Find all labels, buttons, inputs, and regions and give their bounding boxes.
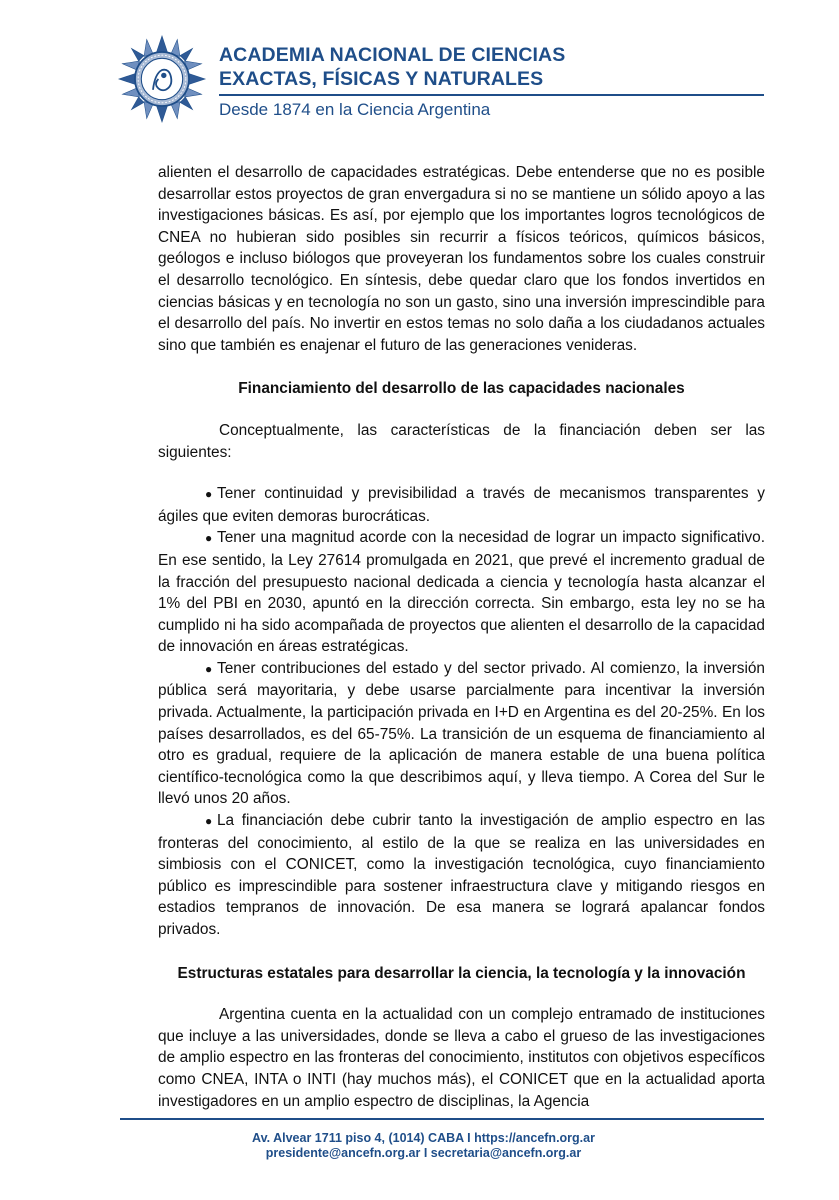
organization-tagline: Desde 1874 en la Ciencia Argentina [219,100,491,119]
academy-seal-icon [117,34,207,124]
bullet-icon: ● [205,531,213,546]
bullet-icon: ● [205,487,213,502]
bullet-icon: ● [205,661,213,676]
bullet-item [158,658,765,810]
paragraph-argentina: Argentina cuenta en la actualidad con un complejo entramado de instituciones que incluye a las universidades, donde se lleva a cabo el grueso de las investigaciones de amplio espectro en las fronteras del conocimiento, institutos con objetivos específicos como CNEA, INTA o INTI (hay muchos más), el CONICET que en la actualidad aporta investigadores en un amplio espectro de disciplinas, la Agencia [158,1006,765,1110]
footer-divider [120,1118,764,1120]
bullet-text: Tener contribuciones del estado y del sector privado. Al comienzo, la inversión pública será mayoritaria, y debe usarse parcialmente para incentivar la inversión privada. Actualmente, la participación privada en I+D en Argentina es del 20-25%. En los países desarrollados, es del 65-75%. La transición de un esquema de financiamiento al otro es gradual, requiere de la aplicación de manera estable de una buena política científico-tecnológica como la que describimos aquí, y lleva tiempo. A Corea del Sur le llevó unos 20 años. [158,659,765,808]
organization-name-line1: ACADEMIA NACIONAL DE CIENCIAS [219,44,566,66]
bullet-item [158,810,765,941]
section-heading-estructuras: Estructuras estatales para desarrollar la ciencia, la tecnología y la innovación [177,964,746,982]
section-heading-financiamiento: Financiamiento del desarrollo de las capacidades nacionales [238,380,685,398]
paragraph-conceptualmente: Conceptualmente, las características de la financiación deben ser las siguientes: [158,421,765,461]
letterhead [0,0,839,140]
footer-emails: presidente@ancefn.org.ar I secretaria@ancefn.org.ar [265,1146,582,1160]
document-body [158,162,765,1112]
bullet-item [158,483,765,527]
bullet-icon: ● [205,814,213,829]
bullet-text: Tener una magnitud acorde con la necesidad de lograr un impacto significativo. En ese sentido, la Ley 27614 promulgada en 2021, que prevé el incremento gradual de la fracción del presupuesto nacional dedicada a ciencia y tecnología hasta alcanzar el 1% del PBI en 2030, apuntó en la dirección correcta. Sin embargo, esta ley no se ha cumplido ni ha sido acompañada de proyectos que alienten el desarrollo de la capacidad de innovación en áreas estratégicas. [158,529,765,656]
bullet-text: Tener continuidad y previsibilidad a través de mecanismos transparentes y ágiles que eviten demoras burocráticas. [158,485,765,525]
bullet-text: La financiación debe cubrir tanto la investigación de amplio espectro en las fronteras del conocimiento, al estilo de la que se realiza en las universidades en simbiosis con el CONICET, como la investigación tecnológica, cuyo financiamiento público es imprescindible para sostener infraestructura clave y mitigando riesgos en estadios tempranos de innovación. De esa manera se logrará apalancar fondos privados. [158,812,765,938]
header-divider [219,94,764,96]
organization-name-line2: EXACTAS, FÍSICAS Y NATURALES [219,68,544,90]
footer-address: Av. Alvear 1711 piso 4, (1014) CABA I https://ancefn.org.ar [252,1131,595,1145]
paragraph-intro: alienten el desarrollo de capacidades estratégicas. Debe entenderse que no es posible desarrollar estos proyectos de gran envergadura si no se mantiene un sólido apoyo a las investigaciones básicas. Es así, por ejemplo que los importantes logros tecnológicos de CNEA no hubieran sido posibles sin recurrir a físicos teóricos, químicos básicos, geólogos e incluso biólogos que proveyeran los fundamentos sobre los cuales construir el desarrollo tecnológico. En síntesis, debe quedar claro que los fondos invertidos en ciencias básicas y en tecnología no son un gasto, sino una inversión imprescindible para el desarrollo del país. No invertir en estos temas no solo daña a los ciudadanos actuales sino que también es enajenar el futuro de las generaciones venideras. [158,164,765,354]
bullet-item [158,527,765,658]
